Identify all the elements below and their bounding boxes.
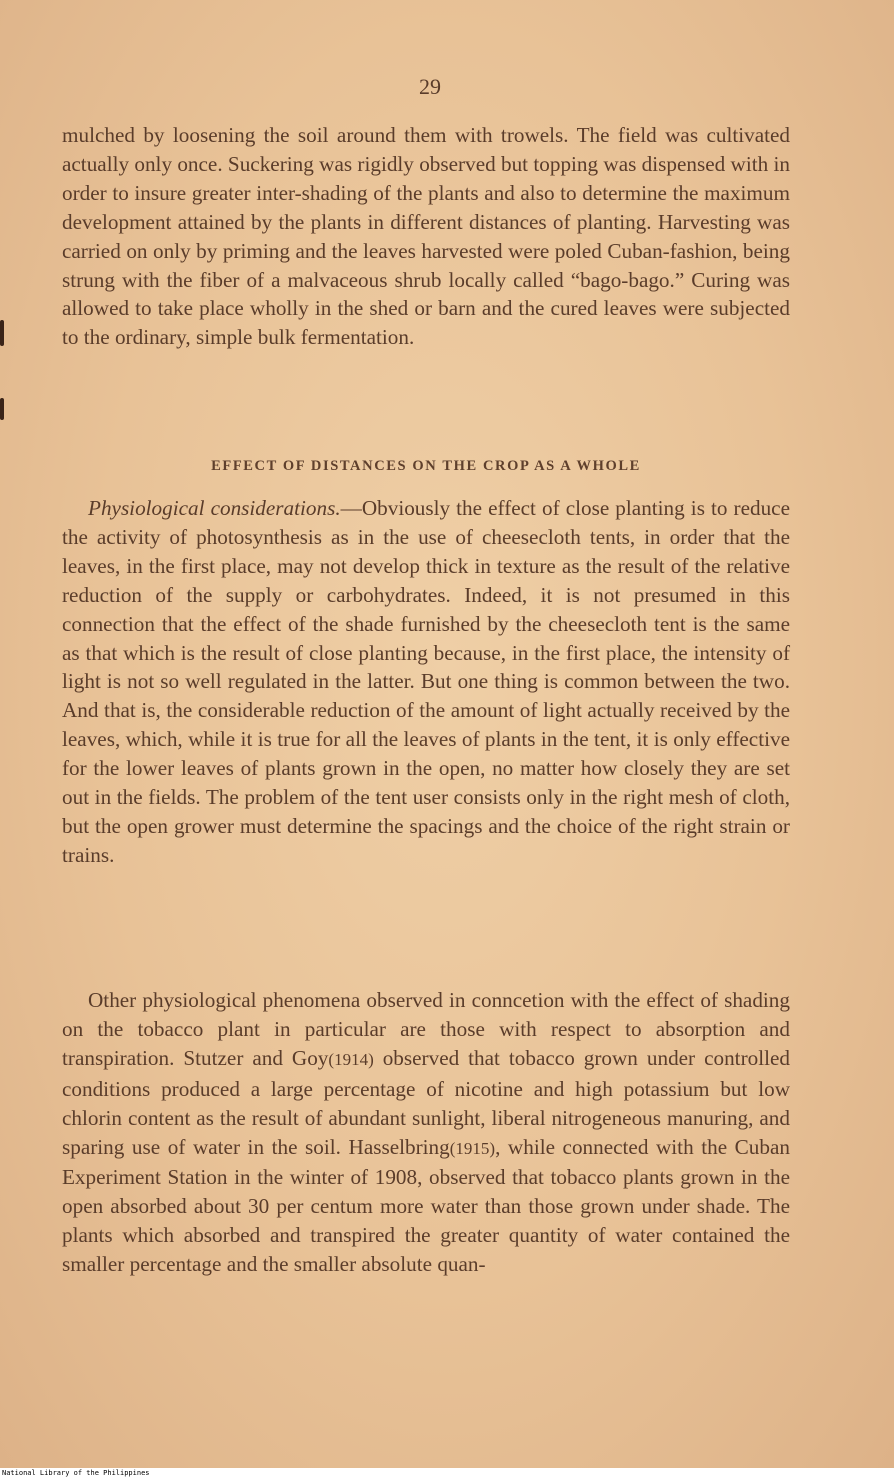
paragraph-lead-in: Physiological considerations. bbox=[88, 496, 341, 520]
paragraph-physiological bbox=[62, 494, 790, 870]
paragraph-text-part: observed that tobacco grown under controlled conditions produced a large percentage of nicotine and high potassium but low chlorin content as the result of abundant sunlight, liberal nitrogeneous manuring, and sparing use of water in the soil. Hasselbring bbox=[62, 1045, 790, 1159]
page-number: 29 bbox=[419, 74, 441, 99]
paragraph-text-part: Other physiological phenomena observed in conncetion with the effect of shading on the tobacco plant in particular are those with respect to absorption and transpiration. Stutzer and Goy bbox=[62, 988, 790, 1070]
paragraph-text-part: , while connected with the Cuban Experiment Station in the winter of 1908, observed that tobacco plants grown in the open absorbed about 30 per centum more water than those grown under shade. The plants which absorbed and transpired the greater quantity of water contained the smaller percentage and the smaller absolute quan- bbox=[62, 1134, 790, 1277]
binding-mark bbox=[0, 320, 4, 346]
binding-mark bbox=[0, 398, 4, 420]
section-heading: EFFECT OF DISTANCES ON THE CROP AS A WHOLE bbox=[211, 458, 641, 474]
paragraph-phenomena bbox=[62, 986, 790, 1279]
citation-year: (1914) bbox=[328, 1049, 374, 1069]
paragraph-methods: mulched by loosening the soil around them with trowels. The field was cultivated actually only once. Suckering was rigidly observed but topping was dispensed with in order to insure greater inter-shading of the plants and also to determine the maximum development attained by the plants in different distances of planting. Harvesting was carried on only by priming and the leaves harvested were poled Cuban-fashion, being strung with the fiber of a malvaceous shrub locally called “bago-bago.” Curing was allowed to take place wholly in the shed or barn and the cured leaves were subjected to the ordinary, simple bulk fermentation. bbox=[62, 123, 790, 350]
paragraph-body: —Obviously the effect of close planting is to reduce the activity of photosynthesis as in the use of cheesecloth tents, in order that the leaves, in the first place, may not develop thick in texture as the result of the relative reduction of the supply or carbohydrates. Indeed, it is not presumed in this connection that the effect of the shade furnished by the cheesecloth tent is the same as that which is the result of close planting because, in the first place, the intensity of light is not so well regulated in the latter. But one thing is common between the two. And that is, the considerable reduction of the amount of light actually received by the leaves, which, while it is true for all the leaves of plants in the tent, it is only effective for the lower leaves of plants grown in the open, no matter how closely they are set out in the fields. The problem of the tent user consists only in the right mesh of cloth, but the open grower must determine the spacings and the choice of the right strain or trains. bbox=[62, 496, 790, 867]
library-credit: National Library of the Philippines bbox=[0, 1468, 894, 1478]
citation-year: (1915) bbox=[449, 1138, 496, 1158]
